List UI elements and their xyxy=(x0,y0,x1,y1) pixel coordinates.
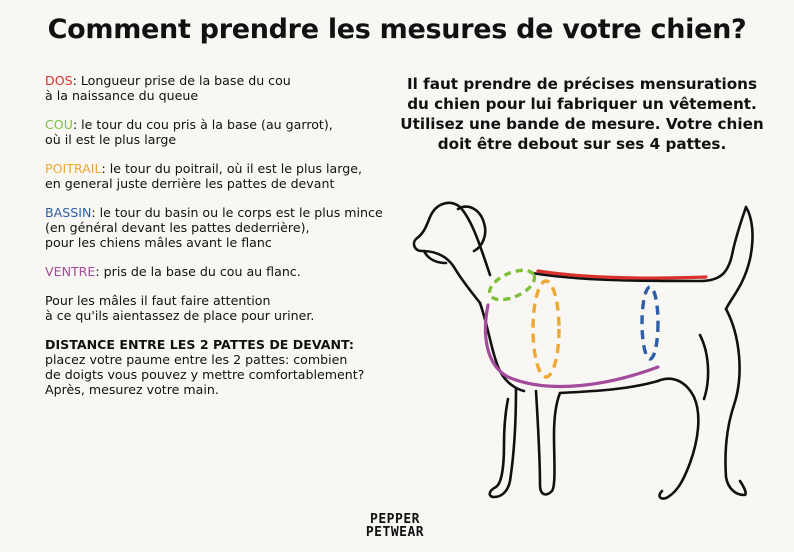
measure-bassin-text: : le tour du basin ou le corps est le plus mince xyxy=(91,205,383,220)
measure-bassin xyxy=(45,205,415,250)
dog-front-leg-outline xyxy=(490,389,516,497)
note-males-line2: à ce qu'ils aientassez de place pour uriner. xyxy=(45,308,315,323)
dog-ear-outline xyxy=(458,207,485,251)
measure-poitrail xyxy=(45,161,415,191)
measure-poitrail-key: POITRAIL xyxy=(45,161,102,176)
measure-dos-key: DOS xyxy=(45,73,73,88)
page-title: Comment prendre les mesures de votre chien? xyxy=(47,14,747,45)
dog-front-leg2-outline xyxy=(536,391,560,494)
measure-bassin-line3: pour les chiens mâles avant le flanc xyxy=(45,235,272,250)
measure-cou-line2: où il est le plus large xyxy=(45,132,177,147)
measure-ventre-key: VENTRE xyxy=(45,264,96,279)
dog-outline-icon xyxy=(410,185,770,515)
measure-poitrail-text: : le tour du poitrail, où il est le plus large, xyxy=(101,161,362,176)
dog-hind-inner-outline xyxy=(700,335,708,399)
dog-hind-leg-outline xyxy=(725,309,745,495)
cou-measure-ring xyxy=(485,264,539,305)
measure-cou-text: : le tour du cou pris à la base (au garrot), xyxy=(72,117,333,132)
dog-back-outline xyxy=(532,207,753,309)
intro-line4: doit être debout sur ses 4 pattes. xyxy=(437,135,727,153)
distance-block xyxy=(45,337,415,397)
note-males-line1: Pour les mâles il faut faire attention xyxy=(45,293,271,308)
bassin-measure-ring xyxy=(642,287,658,359)
logo-line2: PETWEAR xyxy=(365,525,425,540)
measure-poitrail-line2: en general juste derrière les pattes de devant xyxy=(45,176,335,191)
dog-hind-leg2-outline xyxy=(658,379,698,499)
distance-heading: DISTANCE ENTRE LES 2 PATTES DE DEVANT: xyxy=(45,337,354,352)
distance-line2: de doigts vous pouvez y mettre comfortablement? xyxy=(45,367,365,382)
logo-line1: PEPPER xyxy=(370,512,420,527)
distance-line1: placez votre paume entre les 2 pattes: combien xyxy=(45,352,348,367)
poitrail-measure-ring xyxy=(533,281,559,377)
measure-bassin-line2: (en général devant les pattes dederrière), xyxy=(45,220,310,235)
intro-text xyxy=(392,74,772,154)
measure-ventre xyxy=(45,264,415,279)
intro-line1: Il faut prendre de précises mensurations xyxy=(406,75,758,93)
measure-ventre-text: : pris de la base du cou au flanc. xyxy=(95,264,301,279)
measure-bassin-key: BASSIN xyxy=(45,205,92,220)
distance-line3: Après, mesurez votre main. xyxy=(45,382,219,397)
brand-logo xyxy=(340,513,450,539)
measure-cou xyxy=(45,117,415,147)
measurement-instructions xyxy=(45,73,415,411)
intro-line2: du chien pour lui fabriquer un vêtement. xyxy=(407,95,757,113)
intro-line3: Utilisez une bande de mesure. Votre chien xyxy=(400,115,764,133)
measure-dos xyxy=(45,73,415,103)
ventre-measure-line xyxy=(485,305,658,386)
measure-dos-text: : Longueur prise de la base du cou xyxy=(72,73,291,88)
note-males xyxy=(45,293,415,323)
measure-cou-key: COU xyxy=(45,117,73,132)
measure-dos-line2: à la naissance du queue xyxy=(45,88,199,103)
